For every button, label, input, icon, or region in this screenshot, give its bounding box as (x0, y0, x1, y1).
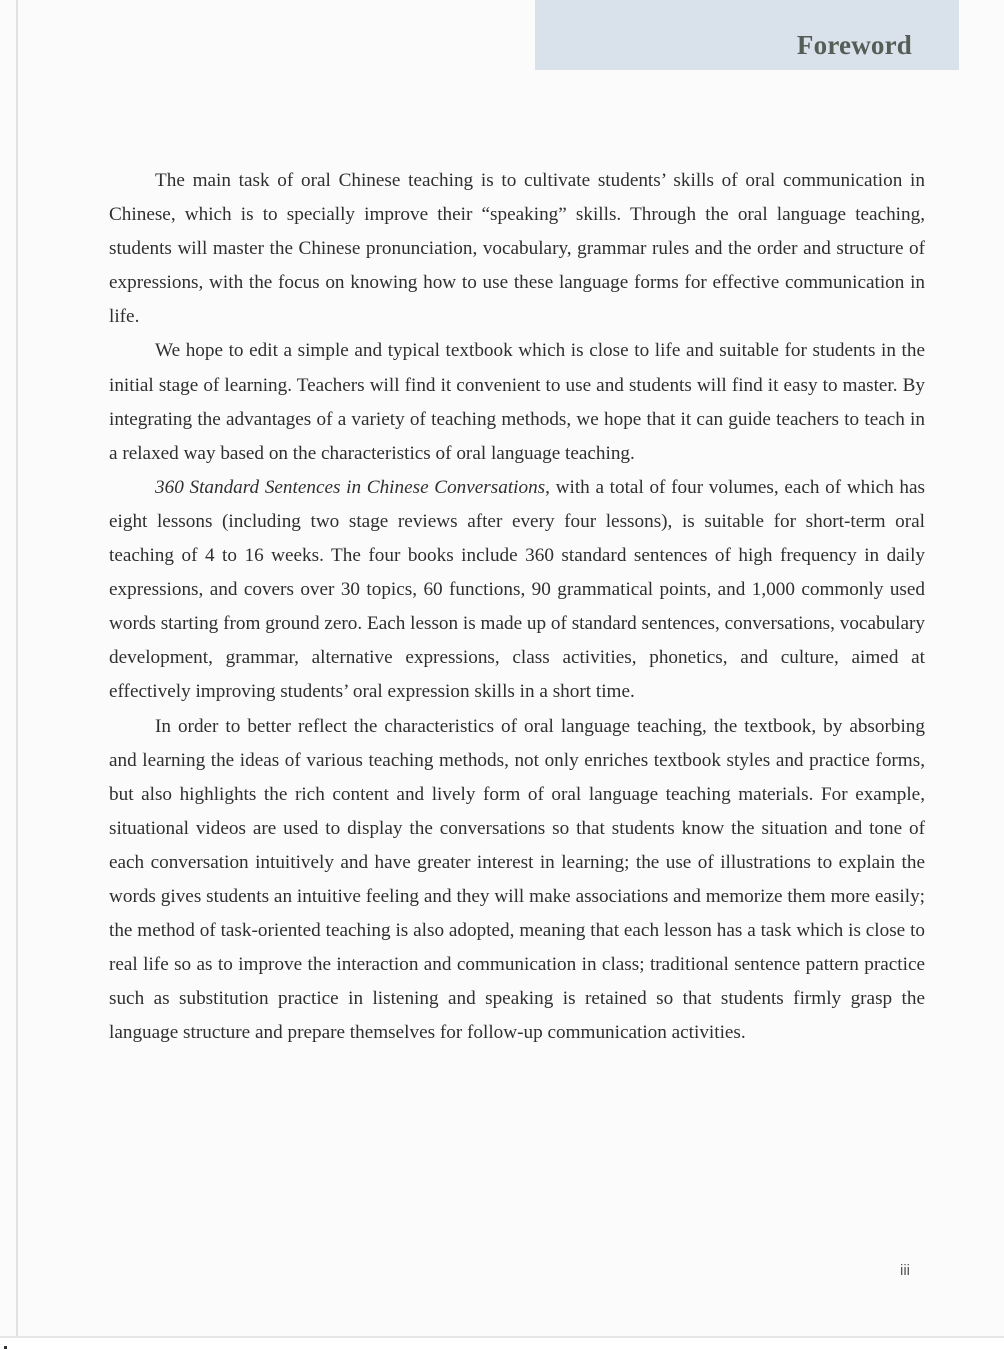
foreword-body (109, 164, 925, 1050)
scan-speck (4, 1346, 7, 1349)
paragraph-2: We hope to edit a simple and typical textbook which is close to life and suitable for students in the initial stage of learning. Teachers will find it convenient to use and students will find it easy to master. By integrating the advantages of a variety of teaching methods, we hope that it can guide teachers to teach in a relaxed way based on the characteristics of oral language teaching. (109, 340, 925, 464)
chapter-title: Foreword (796, 30, 912, 60)
page-number: iii (900, 1262, 910, 1279)
paragraph-4: In order to better reflect the characteristics of oral language teaching, the textbook, by absorbing and learning the ideas of various teaching methods, not only enriches textbook styles and practice forms, but also highlights the rich content and lively form of oral language teaching materials. For example, situational videos are used to display the conversations so that students know the situation and tone of each conversation intuitively and have greater interest in learning; the use of illustrations to explain the words gives students an intuitive feeling and they will make associations and memorize them more easily; the method of task-oriented teaching is also adopted, meaning that each lesson has a task which is close to real life so as to improve the interaction and communication in class; traditional sentence pattern practice such as substitution practice in listening and speaking is retained so that students firmly grasp the language structure and prepare themselves for follow-up communication activities. (109, 715, 925, 1044)
paragraph-3 (109, 471, 925, 710)
book-title: 360 Standard Sentences in Chinese Conversations (155, 476, 546, 498)
paragraph-3-text: , with a total of four volumes, each of which has eight lessons (including two stage reviews after every four lessons), is suitable for short-term oral teaching of 4 to 16 weeks. The four books include 360 standard sentences of high frequency in daily expressions, and covers over 30 topics, 60 functions, 90 grammatical points, and 1,000 commonly used words starting from ground zero. Each lesson is made up of standard sentences, conversations, vocabulary development, grammar, alternative expressions, class activities, phonetics, and culture, aimed at effectively improving students’ oral expression skills in a short time. (109, 476, 925, 703)
paragraph-1: The main task of oral Chinese teaching is to cultivate students’ skills of oral communication in Chinese, which is to specially improve their “speaking” skills. Through the oral language teaching, students will master the Chinese pronunciation, vocabulary, grammar rules and the order and structure of expressions, with the focus on knowing how to use these language forms for effective communication in life. (109, 170, 925, 328)
page-edge (0, 1336, 1004, 1338)
binding-gutter-line (16, 0, 18, 1336)
